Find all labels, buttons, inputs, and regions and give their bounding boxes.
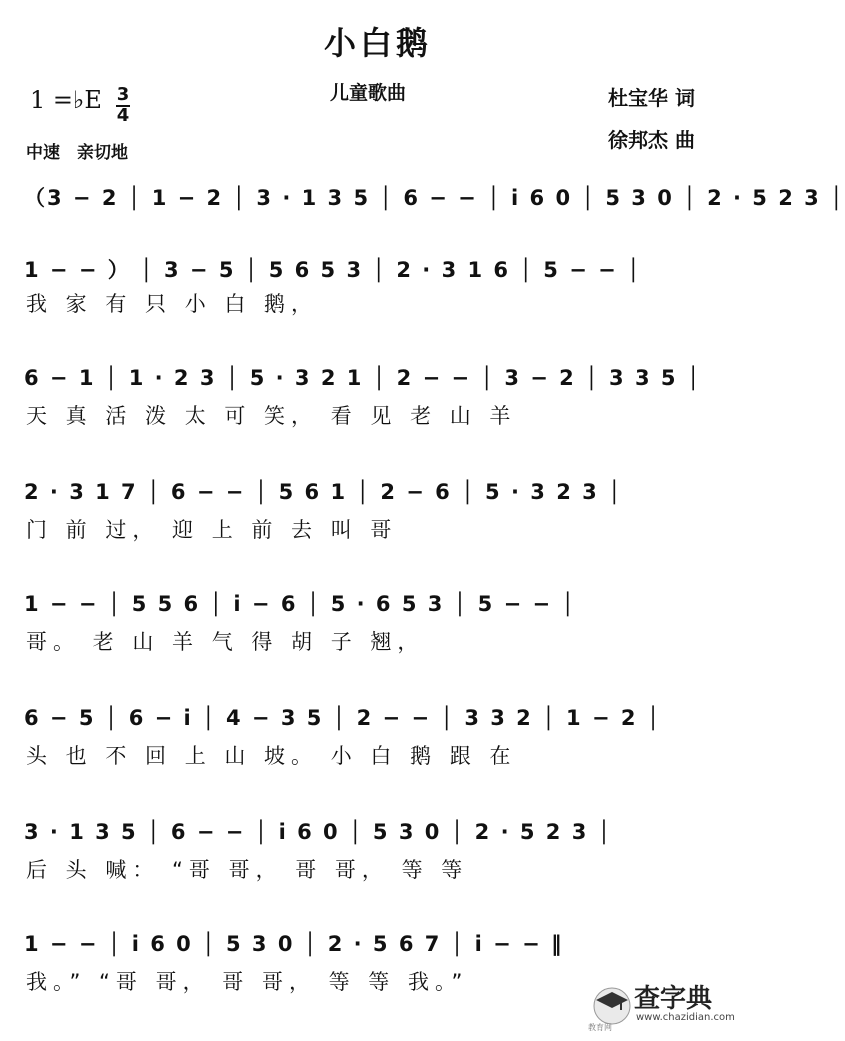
lyrics-row: 头 也 不 回 上 山 坡。 小 白 鹅 跟 在 <box>26 744 517 768</box>
key-label: 1 =♭E <box>30 86 102 114</box>
lyrics-row: 我。” “哥 哥， 哥 哥， 等 等 我。” <box>26 970 469 994</box>
time-numerator: 3 <box>116 84 130 105</box>
lyricist-credit: 杜宝华 词 <box>608 86 695 110</box>
notation-row: 2 · 3 1 7 │ 6 − − │ 5 6 1 │ 2 − 6 │ 5 · 3 2 3 │ <box>24 480 623 504</box>
notation-row: 1 − − ） │ 3 − 5 │ 5 6 5 3 │ 2 · 3 1 6 │ 5 − − │ <box>24 258 642 282</box>
key-signature <box>30 86 102 114</box>
tempo-marking: 中速 亲切地 <box>26 143 128 163</box>
song-genre: 儿童歌曲 <box>330 82 407 104</box>
watermark-small-text: 教育网 <box>588 1023 612 1032</box>
composer-credit: 徐邦杰 曲 <box>608 128 695 152</box>
lyrics-row: 门 前 过， 迎 上 前 去 叫 哥 <box>26 518 398 542</box>
notation-row: 3 · 1 3 5 │ 6 − − │ i 6 0 │ 5 3 0 │ 2 · 5 2 3 │ <box>24 820 613 844</box>
notation-row: 1 − − │ i 6 0 │ 5 3 0 │ 2 · 5 6 7 │ i − − ‖ <box>24 932 564 956</box>
watermark-url: www.chazidian.com <box>636 1012 735 1023</box>
watermark-brand: 查字典 <box>634 984 713 1014</box>
notation-row: 6 − 1 │ 1 · 2 3 │ 5 · 3 2 1 │ 2 − − │ 3 − 2 │ 3 3 5 │ <box>24 366 702 390</box>
time-signature <box>116 86 130 125</box>
lyrics-row: 我 家 有 只 小 白 鹅， <box>26 292 319 316</box>
time-denominator: 4 <box>116 105 130 126</box>
lyrics-row: 天 真 活 泼 太 可 笑， 看 见 老 山 羊 <box>26 404 517 428</box>
notation-row: 6 − 5 │ 6 − i │ 4 − 3 5 │ 2 − − │ 3 3 2 │ 1 − 2 │ <box>24 706 662 730</box>
lyrics-row: 后 头 喊： “哥 哥， 哥 哥， 等 等 <box>26 858 469 882</box>
song-title: 小白鹅 <box>323 24 432 62</box>
watermark-logo <box>590 972 740 1032</box>
notation-row: 1 − − │ 5 5 6 │ i − 6 │ 5 · 6 5 3 │ 5 − − │ <box>24 592 577 616</box>
lyrics-row: 哥。 老 山 羊 气 得 胡 子 翘， <box>26 630 425 654</box>
notation-row: （3 − 2 │ 1 − 2 │ 3 · 1 3 5 │ 6 − − │ i 6 0 │ 5 3 0 │ 2 · 5 2 3 │ <box>24 186 845 210</box>
